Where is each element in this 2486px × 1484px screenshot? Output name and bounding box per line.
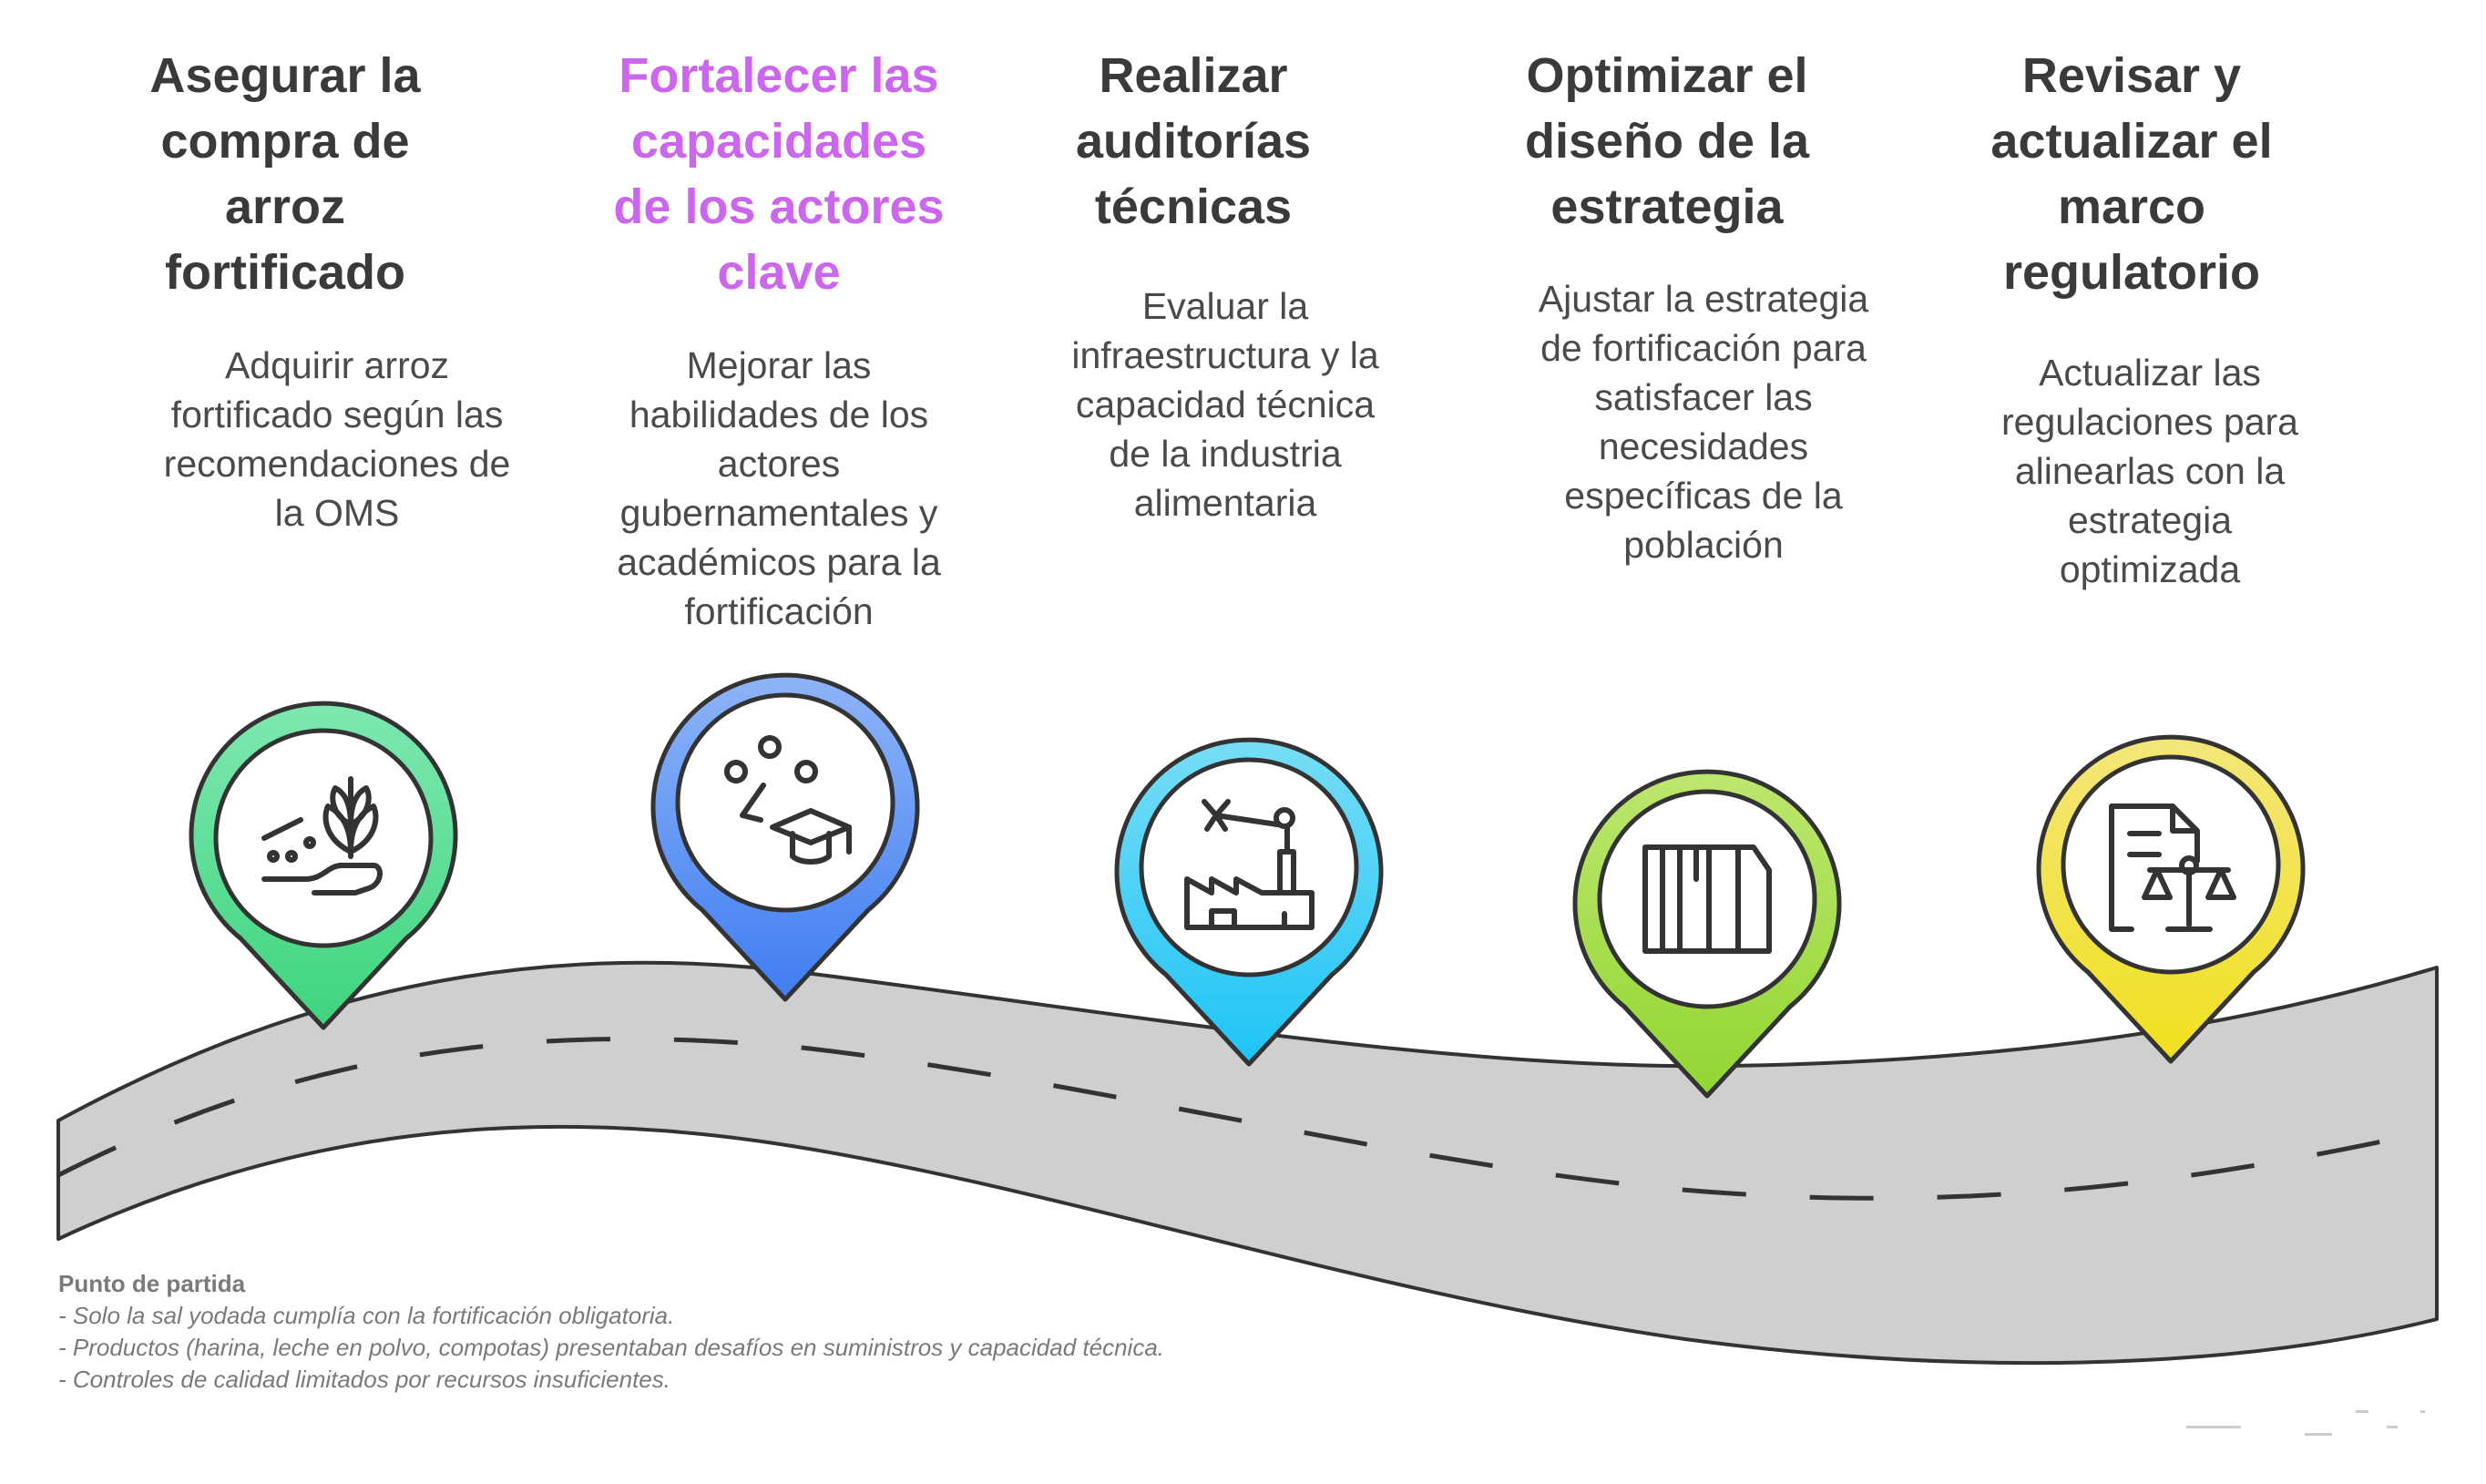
watermark-fragment bbox=[2186, 1410, 2425, 1436]
step-4-title-line: diseño de la bbox=[1524, 114, 1810, 169]
step-2-desc-line: actores bbox=[717, 443, 841, 485]
pin-1 bbox=[191, 703, 455, 1028]
step-1-title bbox=[107, 43, 463, 305]
note-line: - Controles de calidad limitados por recursos insuficientes. bbox=[58, 1366, 670, 1393]
step-5 bbox=[1959, 43, 2305, 305]
step-2-desc-line: Mejorar las bbox=[686, 344, 872, 386]
step-2-title bbox=[583, 43, 975, 305]
step-3-title bbox=[1038, 43, 1348, 240]
step-4-description bbox=[1494, 274, 1913, 569]
step-4-desc-line: específicas de la bbox=[1564, 475, 1843, 517]
step-1 bbox=[107, 43, 463, 305]
step-2-title-line: de los actores bbox=[613, 179, 945, 234]
pin-3-inner bbox=[1141, 760, 1356, 975]
pin-1-inner bbox=[216, 731, 431, 946]
step-1-desc-line: fortificado según las bbox=[170, 394, 504, 435]
step-2-title-line: Fortalecer las bbox=[619, 48, 939, 103]
step-2-title-line: capacidades bbox=[630, 114, 927, 169]
step-5-title-line: Revisar y bbox=[2021, 48, 2242, 103]
step-5-desc-line: optimizada bbox=[2059, 548, 2241, 590]
step-3-desc-line: Evaluar la bbox=[1141, 285, 1309, 327]
note-line: - Solo la sal yodada cumplía con la fortificación obligatoria. bbox=[58, 1302, 675, 1329]
step-4-desc-line: Ajustar la estrategia bbox=[1538, 278, 1869, 320]
step-1-title-line: Asegurar la bbox=[149, 48, 421, 103]
step-1-title-line: arroz bbox=[224, 179, 346, 234]
step-2-desc-line: fortificación bbox=[684, 590, 874, 632]
step-2-title-line: clave bbox=[717, 245, 841, 300]
step-4-desc-line: población bbox=[1623, 524, 1784, 566]
step-3-desc-line: infraestructura y la bbox=[1071, 334, 1379, 376]
note-title: Punto de partida bbox=[58, 1270, 246, 1297]
step-5-desc-line: Actualizar las bbox=[2039, 352, 2261, 394]
note-line: - Productos (harina, leche en polvo, compotas) presentaban desafíos en suministros y capacidad técnica. bbox=[58, 1334, 1165, 1361]
step-5-title-line: actualizar el bbox=[1990, 114, 2273, 169]
step-1-description bbox=[137, 341, 537, 537]
step-3 bbox=[1038, 43, 1348, 240]
step-1-desc-line: Adquirir arroz bbox=[224, 344, 450, 386]
step-4-title-line: estrategia bbox=[1550, 179, 1784, 234]
step-4-desc-line: satisfacer las bbox=[1594, 376, 1813, 418]
step-3-desc-line: de la industria bbox=[1109, 433, 1342, 475]
step-5-desc-line: alinearlas con la bbox=[2014, 450, 2286, 492]
step-5-description bbox=[1959, 348, 2341, 594]
step-3-desc-line: capacidad técnica bbox=[1075, 384, 1376, 425]
step-5-title-line: marco bbox=[2057, 179, 2206, 234]
step-1-desc-line: la OMS bbox=[274, 492, 400, 534]
step-3-title-line: Realizar bbox=[1099, 48, 1288, 103]
step-3-desc-line: alimentaria bbox=[1133, 482, 1317, 524]
step-2-description bbox=[583, 341, 975, 636]
step-4-desc-line: necesidades bbox=[1598, 425, 1809, 467]
step-1-title-line: compra de bbox=[160, 114, 410, 169]
step-4 bbox=[1494, 43, 1840, 240]
step-1-title-line: fortificado bbox=[165, 245, 405, 300]
step-5-title-line: regulatorio bbox=[2002, 245, 2261, 300]
pin-3 bbox=[1117, 740, 1381, 1064]
starting-point-note bbox=[58, 1268, 1164, 1396]
step-1-desc-line: recomendaciones de bbox=[163, 443, 511, 485]
step-3-title-line: técnicas bbox=[1094, 179, 1293, 234]
pin-2-inner bbox=[678, 695, 893, 910]
step-2-desc-line: gubernamentales y bbox=[619, 492, 938, 534]
step-2-desc-line: habilidades de los bbox=[629, 394, 929, 435]
pin-2 bbox=[653, 675, 917, 999]
step-2 bbox=[583, 43, 975, 305]
step-5-desc-line: regulaciones para bbox=[2001, 401, 2298, 443]
step-5-title bbox=[1959, 43, 2305, 305]
pin-5-inner bbox=[2063, 757, 2278, 972]
step-5-desc-line: estrategia bbox=[2067, 499, 2233, 541]
pin-4 bbox=[1575, 772, 1839, 1096]
step-2-desc-line: académicos para la bbox=[617, 541, 941, 583]
step-3-description bbox=[1038, 281, 1412, 527]
step-4-desc-line: de fortificación para bbox=[1540, 327, 1867, 369]
step-4-title bbox=[1494, 43, 1840, 240]
step-4-title-line: Optimizar el bbox=[1526, 48, 1808, 103]
step-3-title-line: auditorías bbox=[1075, 114, 1312, 169]
